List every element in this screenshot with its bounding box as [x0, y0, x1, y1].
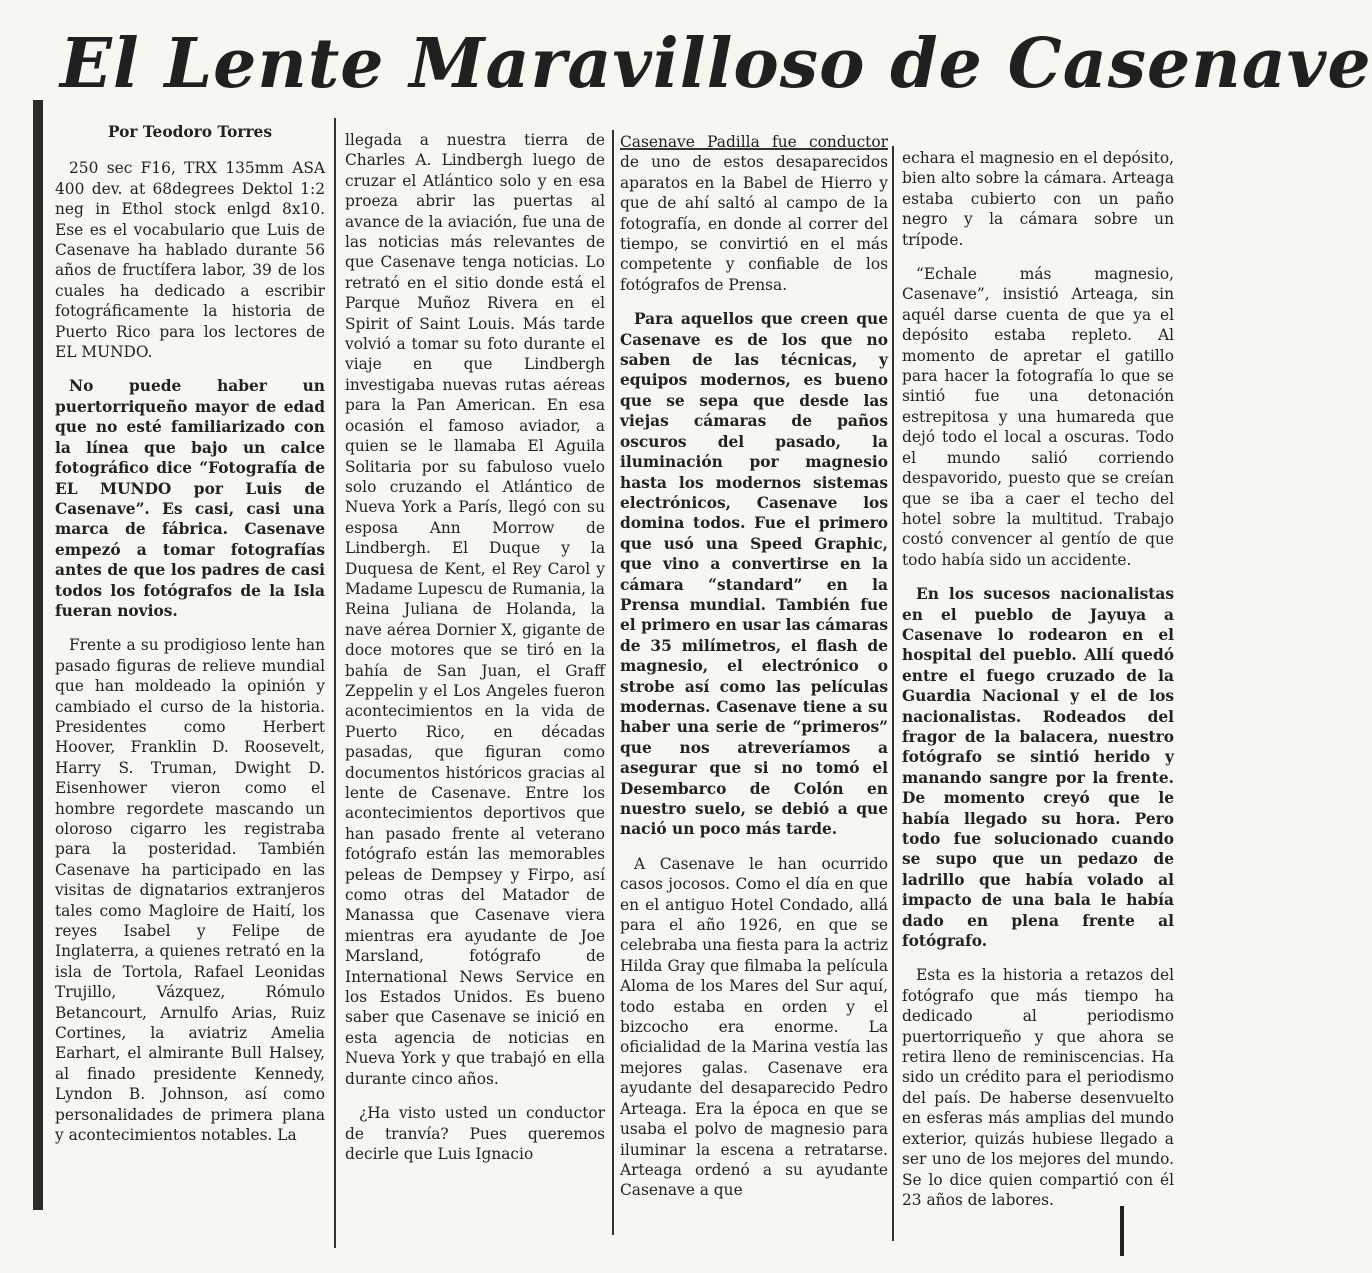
- paragraph: Esta es la historia a retazos del fotógrafo que más tiempo ha dedicado al periodismo puertorriqueño y que ahora se retira lleno de reminiscencias. Ha sido un crédito para el periodismo del país. De haberse desenvuelto en esferas más amplias del mundo exterior, quizás hubiese llegado a ser uno de los mejores del mundo. Se lo dice quien compartió con él 23 años de labores.: [902, 966, 1174, 1209]
- column-rule-3: [892, 146, 894, 1241]
- end-mark: [1120, 1206, 1124, 1256]
- paragraph: “Echale más magnesio, Casenave”, insistió Arteaga, sin aquél darse cuenta de que ya el depósito estaba repleto. Al momento de apretar el gatillo para hacer la fotografía lo que se sintió fue una detonación estrepitosa y una humareda que dejó todo el local a oscuras. Todo el mundo salió corriendo despavorido, puesto que se creían que se iba a caer el techo del hotel sobre la multitud. Trabajo costó convencer al gentío de que todo había sido un accidente.: [902, 265, 1174, 569]
- left-margin-bar: [33, 100, 43, 1210]
- headline: El Lente Maravilloso de Casenave: [60, 24, 1372, 104]
- paragraph: A Casenave le han ocurrido casos jocosos. Como el día en que en el antiguo Hotel Condado, allá para el año 1926, en que se celebraba una fiesta para la actriz Hilda Gray que filmaba la película Aloma de los Mares del Sur aquí, todo estaba en orden y el bizcocho era enorme. La oficialidad de la Marina vestía las mejores galas. Casenave era ayudante del desaparecido Pedro Arteaga. Era la época en que se usaba el polvo de magnesio para iluminar la escena a retratarse. Arteaga ordenó a su ayudante Casenave a que: [620, 854, 888, 1200]
- paragraph: En los sucesos nacionalistas en el pueblo de Jayuya a Casenave lo rodearon en el hospital del pueblo. Allí quedó entre el fuego cruzado de la Guardia Nacional y el de los nacionalistas. Rodeados del fragor de la balacera, nuestro fotógrafo se sintió herido y manando sangre por la frente. De momento creyó que le había llegado su hora. Pero todo fue solucionado cuando se supo que un pedazo de ladrillo que había volado al impacto de una bala le había dado en plena frente al fotógrafo.: [902, 585, 1174, 951]
- paragraph: Para aquellos que creen que Casenave es de los que no saben de las técnicas, y equipos modernos, es bueno que se sepa que desde las viejas cámaras de paños oscuros del pasado, la iluminación por magnesio hasta los modernos sistemas electrónicos, Casenave los domina todos. Fue el primero que usó una Speed Graphic, que vino a convertirse en la cámara “standard” en la Prensa mundial. También fue el primero en usar las cámaras de 35 milímetros, el flash de magnesio, el electrónico o strobe así como las películas modernas. Casenave tiene a su haber una serie de “primeros” que nos atreveríamos a asegurar que si no tomó el Desembarco de Colón en nuestro suelo, se debió a que nació un poco más tarde.: [620, 310, 888, 839]
- byline: Por Teodoro Torres: [107, 123, 273, 141]
- paragraph: echara el magnesio en el depósito, bien alto sobre la cámara. Arteaga estaba cubierto con un paño negro y la cámara sobre un trípode.: [902, 149, 1174, 249]
- paragraph: No puede haber un puertorriqueño mayor de edad que no esté familiarizado con la línea que bajo un calce fotográfico dice “Fotografía de EL MUNDO por Luis de Casenave”. Es casi, casi una marca de fábrica. Casenave empezó a tomar fotografías antes de que los padres de casi todos los fotógrafos de la Isla fueran novios.: [55, 377, 325, 620]
- article-column-1: [55, 122, 325, 1247]
- article-column-3: [620, 132, 888, 1257]
- paragraph: 250 sec F16, TRX 135mm ASA 400 dev. at 68degrees Dektol 1:2 neg in Ethol stock enlgd 8x10. Ese es el vocabulario que Luis de Casenave ha hablado durante 56 años de fructífera labor, 39 de los cuales ha dedicado a escribir fotográficamente la historia de Puerto Rico para los lectores de EL MUNDO.: [55, 159, 325, 362]
- paragraph: Casenave Padilla fue conductor de uno de estos desaparecidos aparatos en la Babel de Hierro y que de ahí saltó al campo de la fotografía, en donde al correr del tiempo, se convirtió en el más competente y confiable de los fotógrafos de Prensa.: [620, 133, 888, 294]
- article-column-2: [345, 130, 605, 1255]
- article-column-4: [902, 148, 1174, 1273]
- paragraph: ¿Ha visto usted un conductor de tranvía? Pues queremos decirle que Luis Ignacio: [345, 1104, 605, 1163]
- column-rule-2: [612, 130, 614, 1235]
- column-rule-1: [334, 118, 336, 1248]
- paragraph: llegada a nuestra tierra de Charles A. Lindbergh luego de cruzar el Atlántico solo y en esa proeza abrir las puertas al avance de la aviación, fue una de las noticias más relevantes de que Casenave tenga noticias. Lo retrató en el sitio donde está el Parque Muñoz Rivera en el Spirit of Saint Louis. Más tarde volvió a tomar su foto durante el viaje en que Lindbergh investigaba nuevas rutas aéreas para la Pan American. En esa ocasión el famoso aviador, a quien se le llamaba El Aguila Solitaria por su fabuloso vuelo solo cruzando el Atlántico de Nueva York a París, llegó con su esposa Ann Morrow de Lindbergh. El Duque y la Duquesa de Kent, el Rey Carol y Madame Lupescu de Rumania, la Reina Juliana de Holanda, la nave aérea Dornier X, gigante de doce motores que se tiró en la bahía de San Juan, el Graff Zeppelin y el Los Angeles fueron acontecimientos en la vida de Puerto Rico, en décadas pasadas, que figuran como documentos históricos gracias al lente de Casenave. Entre los acontecimientos deportivos que han pasado frente al veterano fotógrafo están las memorables peleas de Dempsey y Firpo, así como otras del Matador de Manassa que Casenave viera mientras era ayudante de Joe Marsland, fotógrafo de International News Service en los Estados Unidos. Es bueno saber que Casenave se inició en esta agencia de noticias en Nueva York y que trabajó en ella durante cinco años.: [345, 131, 605, 1088]
- paragraph: Frente a su prodigioso lente han pasado figuras de relieve mundial que han moldeado la opinión y cambiado el curso de la historia. Presidentes como Herbert Hoover, Franklin D. Roosevelt, Harry S. Truman, Dwight D. Eisenhower vieron como el hombre regordete mascando un oloroso cigarro les registraba para la posteridad. También Casenave ha participado en las visitas de dignatarios extranjeros tales como Magloire de Haití, los reyes Isabel y Felipe de Inglaterra, a quienes retrató en la isla de Tortola, Rafael Leonidas Trujillo, Vázquez, Rómulo Betancourt, Arnulfo Arias, Ruiz Cortines, la aviatriz Amelia Earhart, el almirante Bull Halsey, al finado presidente Kennedy, Lyndon B. Johnson, así como personalidades de primera plana y acontecimientos notables. La: [55, 636, 325, 1145]
